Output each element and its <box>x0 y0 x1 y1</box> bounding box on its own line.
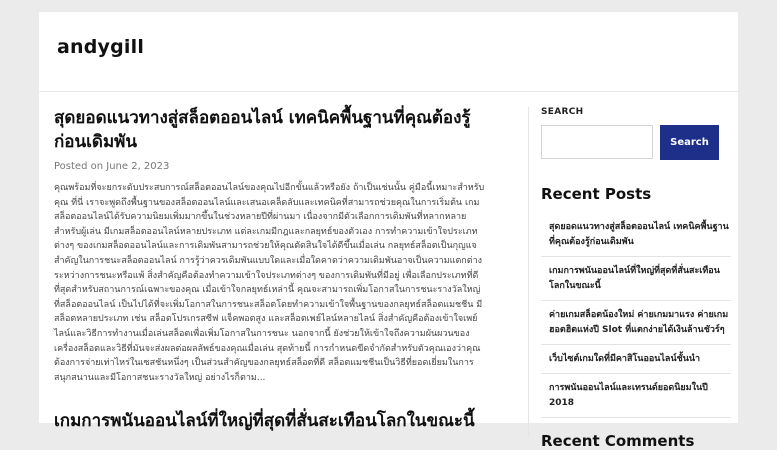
recent-post-item <box>541 213 731 257</box>
post-meta <box>54 161 486 172</box>
search-button[interactable]: Search <box>660 125 719 160</box>
sidebar-divider <box>528 107 529 437</box>
recent-post-item <box>541 345 731 374</box>
post-title-link[interactable]: สุดยอดแนวทางสู่สล็อตออนไลน์ เทคนิคพื้นฐานที่คุณต้องรู้ก่อนเดิมพัน <box>54 108 471 152</box>
posted-on-label: Posted on <box>54 161 104 172</box>
post-article <box>54 409 486 433</box>
recent-post-link[interactable]: เว็บไซต์เกมใดที่มีคาสิโนออนไลน์ชั้นนำ <box>549 354 701 364</box>
recent-post-item <box>541 257 731 301</box>
site-header <box>39 12 738 92</box>
search-label: SEARCH <box>541 107 584 117</box>
recent-posts-list <box>541 213 731 418</box>
site-logo[interactable]: andygill <box>57 36 145 58</box>
post-title <box>54 409 486 433</box>
recent-post-link[interactable]: ค่ายเกมสล็อตน้องใหม่ ค่ายเกมมาแรง ค่ายเกมฮอตฮิตแห่งปี Slot ที่แตกง่ายได้เงินล้านชัวร์ๆ <box>549 310 729 335</box>
recent-post-link[interactable]: สุดยอดแนวทางสู่สล็อตออนไลน์ เทคนิคพื้นฐานที่คุณต้องรู้ก่อนเดิมพัน <box>549 222 729 247</box>
page-container <box>39 12 738 450</box>
recent-post-link[interactable]: เกมการพนันออนไลน์ที่ใหญ่ที่สุดที่สั่นสะเทือนโลกในขณะนี้ <box>549 266 720 291</box>
post-date-link[interactable]: June 2, 2023 <box>106 161 170 172</box>
search-form <box>541 125 731 160</box>
main-content <box>54 106 486 433</box>
recent-post-link[interactable]: การพนันออนไลน์และเทรนด์ยอดนิยมในปี 2018 <box>549 383 708 408</box>
recent-post-item <box>541 301 731 345</box>
post-title-link[interactable]: เกมการพนันออนไลน์ที่ใหญ่ที่สุดที่สั่นสะเทือนโลกในขณะนี้ <box>54 411 475 432</box>
post-excerpt: คุณพร้อมที่จะยกระดับประสบการณ์สล็อตออนไลน์ของคุณไปอีกขั้นแล้วหรือยัง ถ้าเป็นเช่นนั้น คู่มือนี้เหมาะสำหรับคุณ ที่นี่ เราจะพูดถึงพื้นฐานของสล็อตออนไลน์และเสนอเคล็ดลับและเทคนิคที่สามารถช่วยคุณในการเริ่มต้น เกมสล็อตออนไลน์ได้รับความนิยมเพิ่มมากขึ้นในช่วงหลายปีที่ผ่านมา เนื่องจากมีตัวเลือกการเดิมพันที่หลากหลายสำหรับผู้เล่น มีเกมสล็อตออนไลน์หลายประเภท แต่ละเกมมีกฎและกลยุทธ์ของตัวเอง การทำความเข้าใจประเภทต่างๆ ของเกมสล็อตออนไลน์และการเดิมพันสามารถช่วยให้คุณตัดสินใจได้ดีขึ้นเมื่อเล่น กลยุทธ์สล็อตเป็นกุญแจสำคัญในการชนะสล็อตออนไลน์ การรู้ว่าควรเดิมพันแบบใดและเมื่อใดคาดว่าความเดิมพันอาจเป็นความแตกต่างระหว่างการชนะหรือแพ้ สิ่งสำคัญคือต้องทำความเข้าใจประเภทต่างๆ ของการเดิมพันที่มีอยู่ เพื่อเลือกประเภทที่ดีที่สุดสำหรับสถานการณ์เฉพาะของคุณ เมื่อเข้าใจกลยุทธ์เหล่านี้ คุณจะสามารถเพิ่มโอกาสในการชนะรางวัลใหญ่ที่สล็อตออนไลน์ เป็นไปได้ที่จะเพิ่มโอกาสในการชนะสล็อตโดยทำความเข้าใจพื้นฐานของกลยุทธ์สล็อตแมชชีน มีสล็อตหลายประเภท เช่น สล็อตโปรเกรสซีฟ แจ็คพอตสูง และสล็อตเพย์ไลน์หลายไลน์ สิ่งสำคัญคือต้องเข้าใจเพย์ไลน์และวิธีการทำงานเมื่อเล่นสล็อตเพื่อเพิ่มโอกาสในการชนะ นอกจากนี้ ยังช่วยให้เข้าใจถึงความผันผวนของเครื่องสล็อตและวิธีที่มันจะส่งผลต่อผลลัพธ์ของคุณเมื่อเล่น สุดท้ายนี้ การกำหนดขีดจำกัดสำหรับตัวคุณเองว่าคุณต้องการจ่ายเท่าไหร่ในเซสชันหนึ่งๆ เป็นส่วนสำคัญของกลยุทธ์สล็อตที่ดี สล็อตแมชชีนเป็นวิธีที่ยอดเยี่ยมในการสนุกสนานและมีโอกาสชนะรางวัลใหญ่ อย่างไรก็ตาม... <box>54 183 485 383</box>
recent-post-item <box>541 374 731 418</box>
post-title <box>54 106 486 154</box>
recent-comments-title: Recent Comments <box>541 432 695 450</box>
sidebar <box>541 107 731 450</box>
search-input[interactable] <box>541 125 653 159</box>
post-article <box>54 106 486 385</box>
recent-posts-title: Recent Posts <box>541 185 652 203</box>
